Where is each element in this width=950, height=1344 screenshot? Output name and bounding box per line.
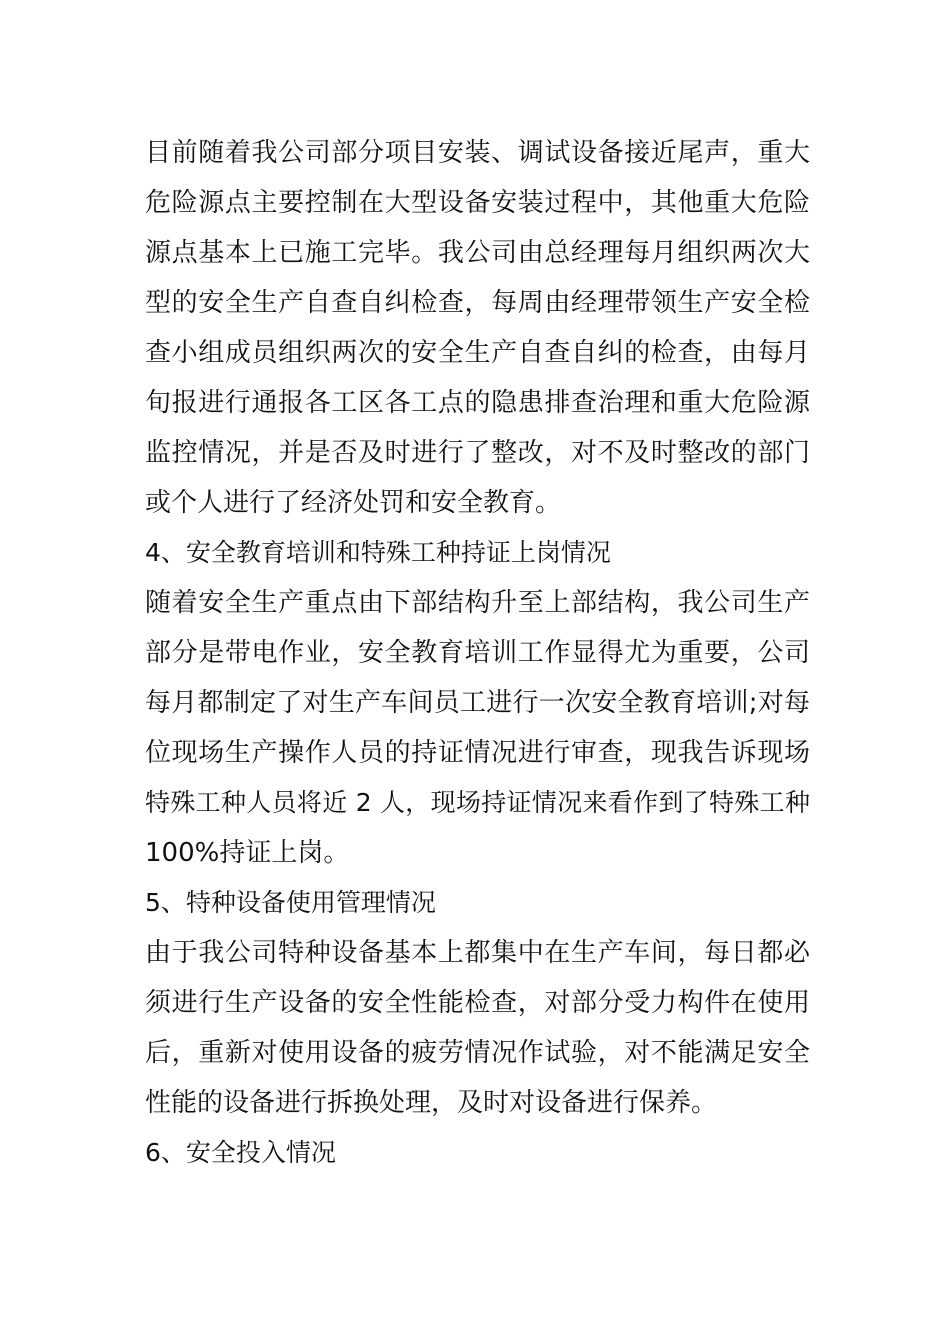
body-line: 源点基本上已施工完毕。我公司由总经理每月组织两次大 xyxy=(145,238,810,268)
body-line: 危险源点主要控制在大型设备安装过程中，其他重大危险 xyxy=(145,188,810,218)
body-line: 部分是带电作业，安全教育培训工作显得尤为重要，公司 xyxy=(145,638,810,668)
body-line: 每月都制定了对生产车间员工进行一次安全教育培训;对每 xyxy=(145,688,810,718)
body-line: 后，重新对使用设备的疲劳情况作试验，对不能满足安全 xyxy=(145,1038,810,1068)
body-line: 由于我公司特种设备基本上都集中在生产车间，每日都必 xyxy=(145,938,810,968)
section-heading: 5、特种设备使用管理情况 xyxy=(145,888,436,917)
body-line: 监控情况，并是否及时进行了整改，对不及时整改的部门 xyxy=(145,438,810,468)
body-line: 位现场生产操作人员的持证情况进行审查，现我告诉现场 xyxy=(145,738,810,768)
section-heading: 4、安全教育培训和特殊工种持证上岗情况 xyxy=(145,538,611,567)
body-line: 性能的设备进行拆换处理，及时对设备进行保养。 xyxy=(145,1088,718,1118)
body-line: 查小组成员组织两次的安全生产自查自纠的检查，由每月 xyxy=(145,338,810,368)
body-line: 目前随着我公司部分项目安装、调试设备接近尾声，重大 xyxy=(145,138,810,168)
section-heading: 6、安全投入情况 xyxy=(145,1138,336,1167)
body-line: 型的安全生产自查自纠检查，每周由经理带领生产安全检 xyxy=(145,288,810,318)
body-line: 100%持证上岗。 xyxy=(145,838,350,868)
body-line: 旬报进行通报各工区各工点的隐患排查治理和重大危险源 xyxy=(145,388,810,418)
body-line: 随着安全生产重点由下部结构升至上部结构，我公司生产 xyxy=(145,588,810,618)
body-line: 或个人进行了经济处罚和安全教育。 xyxy=(145,488,562,518)
body-line: 特殊工种人员将近 2 人，现场持证情况来看作到了特殊工种 xyxy=(145,788,810,817)
document-body xyxy=(145,128,810,1178)
body-line: 须进行生产设备的安全性能检查，对部分受力构件在使用 xyxy=(145,988,810,1018)
